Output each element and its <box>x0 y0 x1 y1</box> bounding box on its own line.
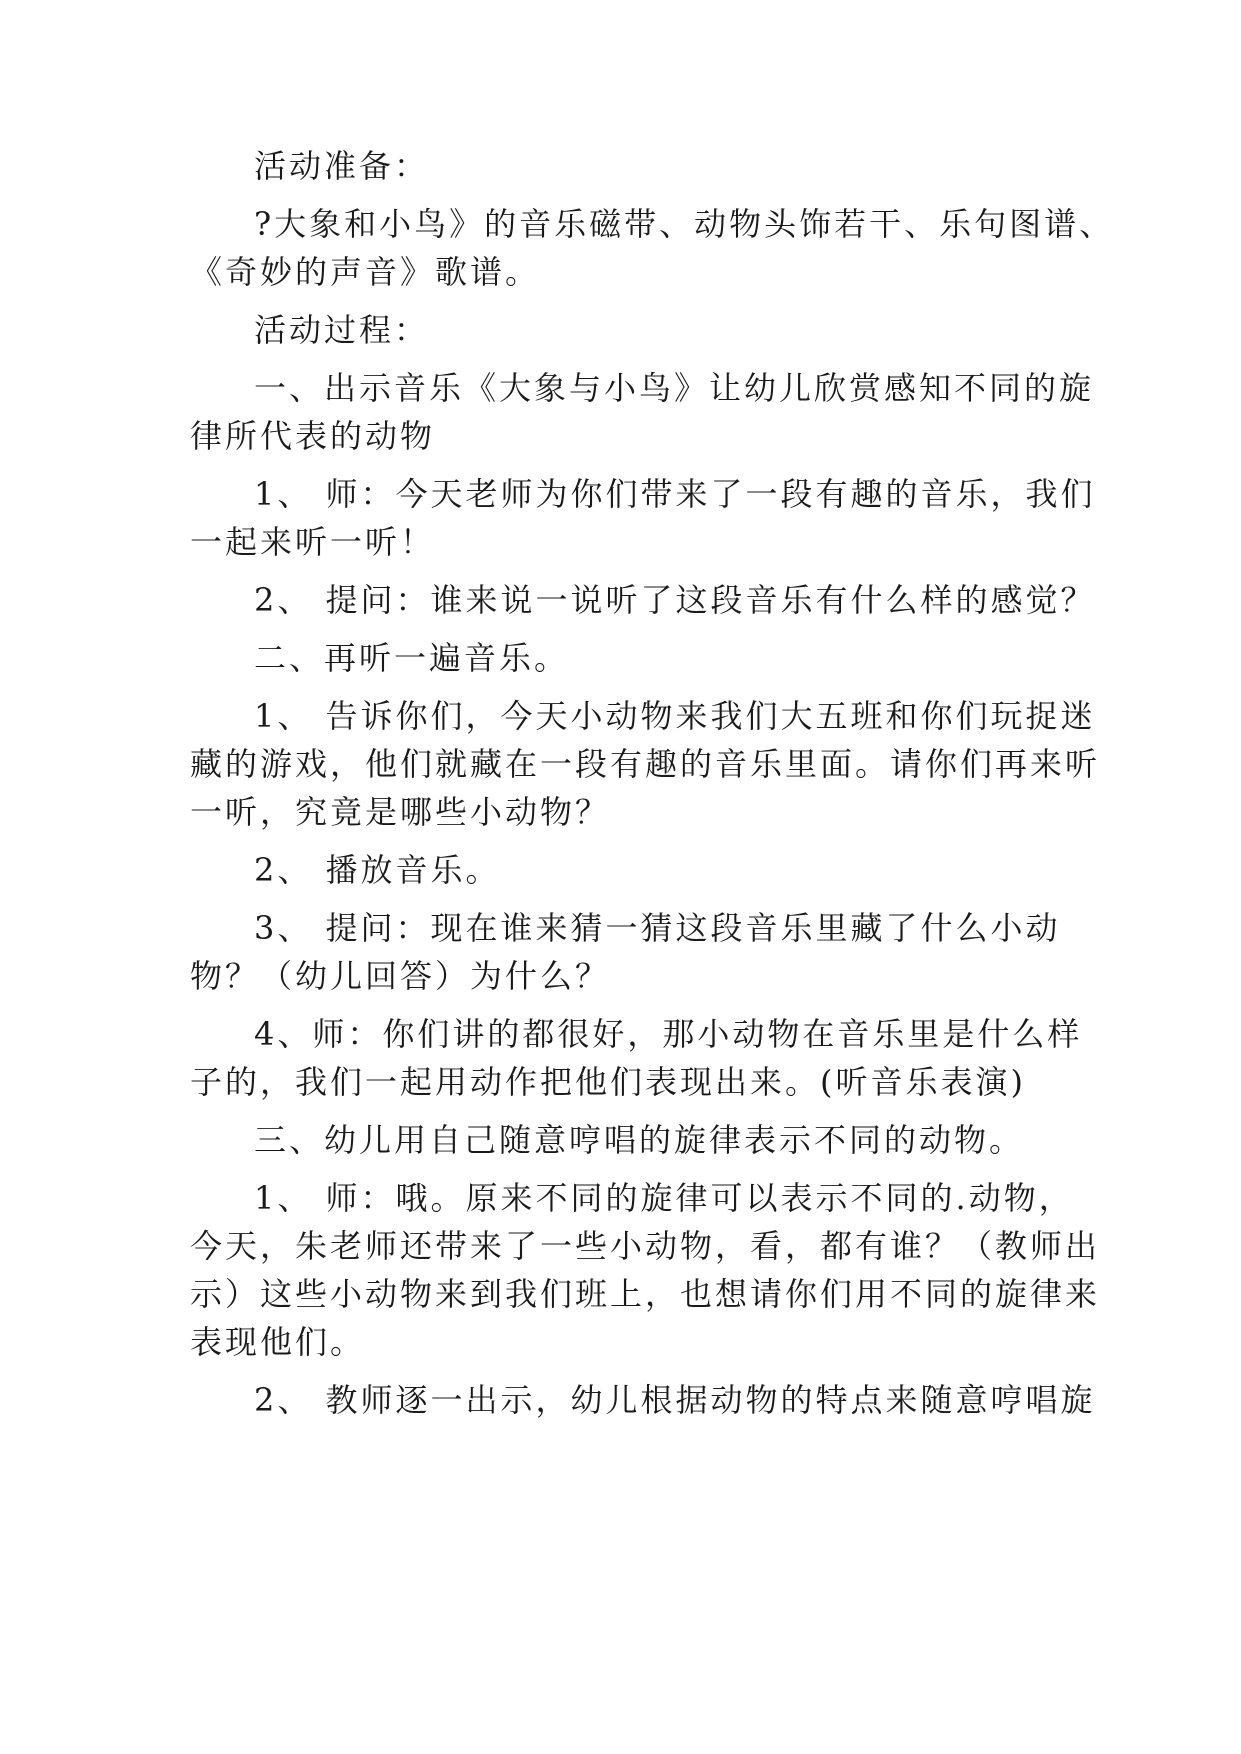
text-line: 一、出示音乐《大象与小鸟》让幼儿欣赏感知不同的旋 <box>254 369 1095 407</box>
text-line: 律所代表的动物 <box>190 417 436 455</box>
text-line: 2、 教师逐一出示，幼儿根据动物的特点来随意哼唱旋 <box>254 1381 1096 1419</box>
text-line: 表现他们。 <box>190 1323 366 1361</box>
text-line: 4、师：你们讲的都很好，那小动物在音乐里是什么样 <box>254 1015 1083 1053</box>
text-line: 物？（幼儿回答）为什么？ <box>190 957 611 995</box>
text-line: 2、 播放音乐。 <box>254 851 501 889</box>
text-line: 3、 提问：现在谁来猜一猜这段音乐里藏了什么小动 <box>254 909 1061 947</box>
text-line: 1、 师：今天老师为你们带来了一段有趣的音乐，我们 <box>254 475 1096 513</box>
text-line: 今天，朱老师还带来了一些小动物，看，都有谁？（教师出 <box>190 1227 1101 1265</box>
text-line: 子的，我们一起用动作把他们表现出来。(听音乐表演) <box>190 1063 1026 1101</box>
text-line: 1、 师：哦。原来不同的旋律可以表示不同的.动物， <box>254 1179 1074 1217</box>
text-line: 藏的游戏，他们就藏在一段有趣的音乐里面。请你们再来听 <box>190 745 1101 783</box>
text-line: 1、 告诉你们，今天小动物来我们大五班和你们玩捉迷 <box>254 697 1096 735</box>
text-line: 活动过程： <box>254 311 430 349</box>
text-line: 一听，究竟是哪些小动物？ <box>190 793 611 831</box>
text-line: 三、幼儿用自己随意哼唱的旋律表示不同的动物。 <box>254 1121 1025 1159</box>
text-line: ?大象和小鸟》的音乐磁带、动物头饰若干、乐句图谱、 <box>254 205 1115 243</box>
text-line: 二、再听一遍音乐。 <box>254 639 570 677</box>
text-line: 一起来听一听！ <box>190 523 436 561</box>
text-line: 《奇妙的声音》歌谱。 <box>190 253 541 291</box>
text-line: 示）这些小动物来到我们班上，也想请你们用不同的旋律来 <box>190 1275 1101 1313</box>
text-line: 活动准备： <box>254 147 430 185</box>
text-line: 2、 提问：谁来说一说听了这段音乐有什么样的感觉？ <box>254 581 1096 619</box>
